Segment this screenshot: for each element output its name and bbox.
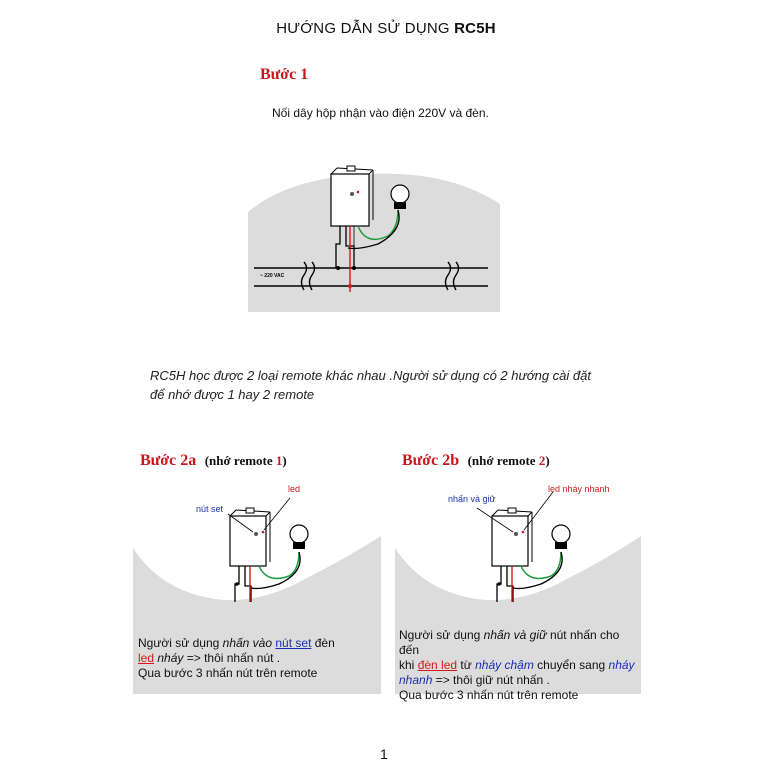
- bulb-icon: [552, 525, 570, 543]
- step2a-text-9: => thôi nhấn nút .: [183, 651, 281, 665]
- step2a-subtitle-close: ): [282, 453, 287, 468]
- step2a-text-2: nhấn vào: [222, 636, 273, 650]
- led-dot: [522, 531, 525, 534]
- step2b-heading-group: [402, 452, 550, 470]
- step2b-text-2: nhấn và giữ: [483, 628, 547, 642]
- led-dot: [357, 191, 360, 194]
- step2a-text-1: Người sử dụng: [138, 636, 223, 650]
- background-shape: [248, 174, 500, 312]
- bulb-socket: [293, 542, 305, 549]
- step2b-text-7: nháy chậm: [475, 658, 534, 672]
- led-label: led: [288, 484, 301, 494]
- usage-note: [150, 366, 591, 404]
- step2a-heading-group: [140, 452, 287, 470]
- page-title: [0, 20, 772, 37]
- press-hold-label: nhấn và giữ: [448, 494, 496, 504]
- led-pointer: [524, 492, 553, 530]
- title-product: RC5H: [454, 20, 496, 37]
- step2b-text-9: nháy: [608, 658, 635, 672]
- page-number: 1: [380, 746, 388, 762]
- step2b-text-12: Qua bước 3 nhấn nút trên remote: [399, 688, 579, 702]
- step2a-remote-number: 1: [275, 453, 283, 468]
- step2b-text-8: chuyển sang: [533, 658, 609, 672]
- step2b-text-6: từ: [457, 658, 476, 672]
- bulb-socket: [555, 542, 567, 549]
- title-text: HƯỚNG DẪN SỬ DỤNG: [276, 20, 455, 37]
- step2a-text-8: nháy: [157, 651, 184, 665]
- step1-wiring-diagram: [248, 150, 500, 312]
- step2b-remote-number: 2: [538, 453, 546, 468]
- line-voltage-label: ~ 220 VAC: [260, 273, 285, 279]
- bulb-icon: [391, 185, 409, 203]
- set-button-dot: [514, 532, 518, 536]
- step2b-text-10: nhanh: [399, 673, 433, 687]
- step2b-heading: Bước 2b: [402, 452, 460, 469]
- led-fast-blink-label: led nháy nhanh: [548, 484, 610, 494]
- led-dot: [262, 531, 265, 534]
- step2b-subtitle-close: ): [545, 453, 550, 468]
- step2b-text-1: Người sử dụng: [399, 628, 484, 642]
- step2a-text-10: Qua bước 3 nhấn nút trên remote: [138, 666, 318, 680]
- step2b-subtitle: (nhớ remote: [467, 453, 539, 468]
- note-line-2: để nhớ được 1 hay 2 remote: [150, 387, 315, 402]
- step2b-text-4: khi: [399, 658, 418, 672]
- step2b-text-3: nút nhấn cho đến: [399, 628, 620, 657]
- receiver-box: [230, 516, 266, 566]
- step2b-text-11: => thôi giữ nút nhấn .: [432, 673, 550, 687]
- step2b-instructions: [399, 628, 639, 703]
- set-button-dot: [350, 192, 354, 196]
- receiver-box: [331, 174, 369, 226]
- step2a-subtitle: (nhớ remote: [204, 453, 276, 468]
- bulb-socket: [394, 202, 406, 209]
- receiver-box: [492, 516, 528, 566]
- step2a-text-6: led: [138, 651, 155, 665]
- step2a-text-5: đèn: [311, 636, 335, 650]
- set-button-dot: [254, 532, 258, 536]
- step2b-text-5: đèn led: [417, 658, 458, 672]
- step1-heading: Bước 1: [260, 66, 309, 83]
- step2a-heading: Bước 2a: [140, 452, 197, 469]
- set-button-label: nút set: [196, 504, 224, 514]
- step2a-text-4: nút set: [275, 636, 312, 650]
- step1-description: Nối dây hộp nhận vào điện 220V và đèn.: [272, 106, 489, 120]
- step2a-instructions: [138, 636, 376, 681]
- note-line-1: RC5H học được 2 loại remote khác nhau .Người sử dụng có 2 hướng cài đặt: [150, 368, 591, 383]
- bulb-icon: [290, 525, 308, 543]
